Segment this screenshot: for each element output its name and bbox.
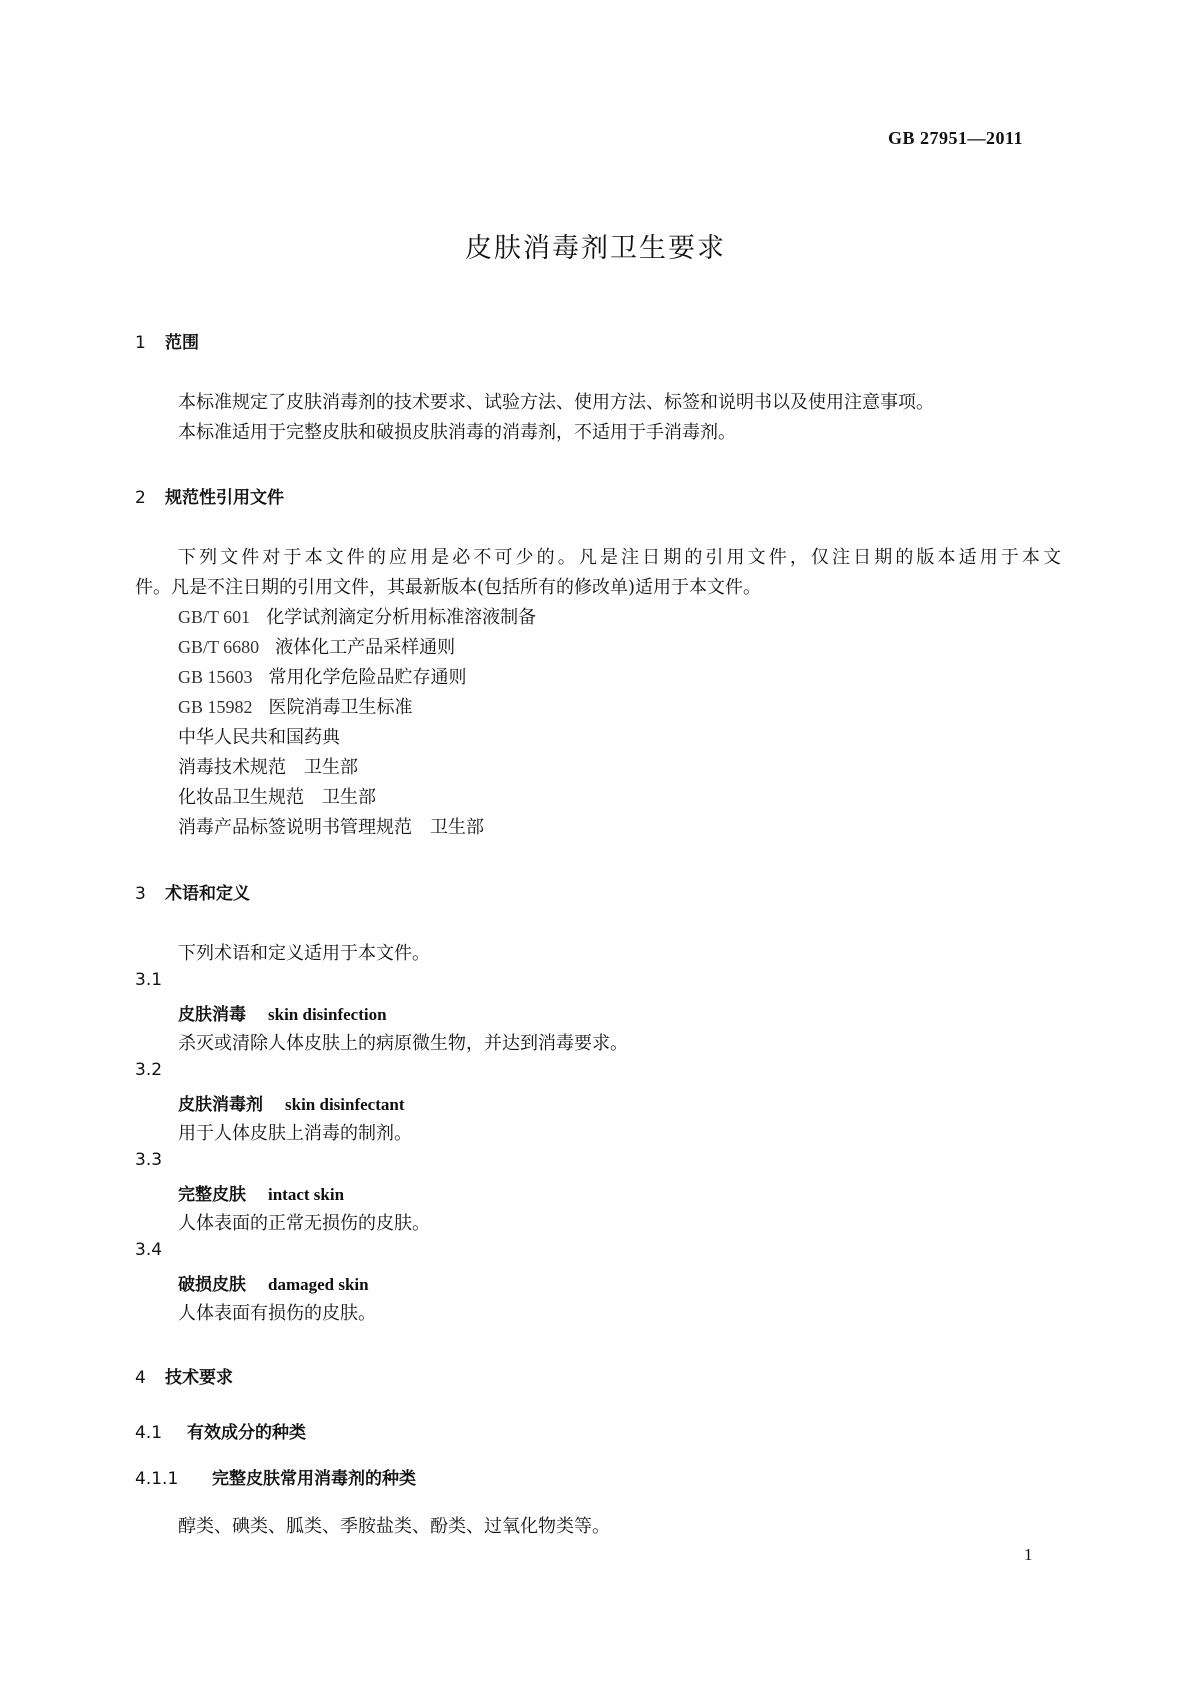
paragraph: 本标准规定了皮肤消毒剂的技术要求、试验方法、使用方法、标签和说明书以及使用注意事项。 <box>178 392 934 413</box>
paragraph: 下列文件对于本文件的应用是必不可少的。凡是注日期的引用文件，仅注日期的版本适用于本文 <box>178 547 1061 568</box>
reference-name: 消毒产品标签说明书管理规范 卫生部 <box>178 817 484 838</box>
term-english: intact skin <box>268 1185 345 1204</box>
reference-code: GB/T 601 <box>178 607 251 627</box>
term-number: 3.2 <box>135 1060 163 1080</box>
term-heading <box>178 1270 369 1295</box>
reference-item <box>178 693 413 719</box>
term-chinese: 破损皮肤 <box>178 1275 246 1295</box>
paragraph: 本标准适用于完整皮肤和破损皮肤消毒的消毒剂，不适用于手消毒剂。 <box>178 422 736 443</box>
reference-name: 医院消毒卫生标准 <box>268 697 413 718</box>
reference-name: 常用化学危险品贮存通则 <box>268 667 467 688</box>
term-heading <box>178 1000 387 1025</box>
reference-item <box>178 633 455 659</box>
term-chinese: 皮肤消毒剂 <box>178 1095 263 1115</box>
term-chinese: 完整皮肤 <box>178 1185 246 1205</box>
section-number: 4 <box>135 1368 146 1388</box>
term-english: skin disinfectant <box>285 1095 405 1114</box>
term-definition: 人体表面的正常无损伤的皮肤。 <box>178 1213 430 1234</box>
term-definition: 杀灭或清除人体皮肤上的病原微生物，并达到消毒要求。 <box>178 1033 628 1054</box>
term-chinese: 皮肤消毒 <box>178 1005 246 1025</box>
term-english: skin disinfection <box>268 1005 387 1024</box>
reference-item <box>178 723 340 749</box>
section-title: 技术要求 <box>165 1368 233 1388</box>
reference-name: 中华人民共和国药典 <box>178 727 340 748</box>
subsection-4-1-heading <box>135 1418 306 1443</box>
paragraph: 醇类、碘类、胍类、季胺盐类、酚类、过氧化物类等。 <box>178 1516 610 1537</box>
term-number: 3.1 <box>135 970 163 990</box>
reference-item <box>178 753 358 779</box>
term-definition: 用于人体皮肤上消毒的制剂。 <box>178 1123 412 1144</box>
paragraph: 件。凡是不注日期的引用文件，其最新版本(包括所有的修改单)适用于本文件。 <box>135 577 762 598</box>
subsection-4-1-1-heading <box>135 1464 416 1489</box>
reference-item <box>178 783 376 809</box>
term-number: 3.4 <box>135 1240 163 1260</box>
section-4-heading <box>135 1363 233 1388</box>
reference-name: 化妆品卫生规范 卫生部 <box>178 787 376 808</box>
section-1-heading <box>135 328 199 353</box>
reference-item <box>178 813 484 839</box>
section-3-heading <box>135 879 250 904</box>
reference-item <box>178 663 467 689</box>
term-heading <box>178 1180 344 1205</box>
subsection-title: 有效成分的种类 <box>187 1423 306 1443</box>
section-2-heading <box>135 483 284 508</box>
reference-code: GB 15982 <box>178 697 253 717</box>
section-number: 1 <box>135 333 146 353</box>
term-english: damaged skin <box>268 1275 369 1294</box>
section-number: 3 <box>135 884 146 904</box>
section-title: 范围 <box>165 333 199 353</box>
reference-name: 消毒技术规范 卫生部 <box>178 757 358 778</box>
section-number: 2 <box>135 488 146 508</box>
page-number: 1 <box>1024 1545 1033 1564</box>
reference-code: GB/T 6680 <box>178 637 260 657</box>
document-title: 皮肤消毒剂卫生要求 <box>465 233 726 264</box>
subsection-number: 4.1.1 <box>135 1469 179 1489</box>
subsection-title: 完整皮肤常用消毒剂的种类 <box>212 1469 416 1489</box>
reference-item <box>178 603 536 629</box>
section-title: 术语和定义 <box>165 884 250 904</box>
term-heading <box>178 1090 405 1115</box>
reference-code: GB 15603 <box>178 667 253 687</box>
section-title: 规范性引用文件 <box>165 488 284 508</box>
subsection-number: 4.1 <box>135 1423 163 1443</box>
term-number: 3.3 <box>135 1150 163 1170</box>
reference-name: 液体化工产品采样通则 <box>275 637 456 658</box>
reference-name: 化学试剂滴定分析用标准溶液制备 <box>266 607 537 628</box>
standard-number: GB 27951—2011 <box>888 128 1024 148</box>
term-definition: 人体表面有损伤的皮肤。 <box>178 1303 376 1324</box>
paragraph: 下列术语和定义适用于本文件。 <box>178 943 430 964</box>
